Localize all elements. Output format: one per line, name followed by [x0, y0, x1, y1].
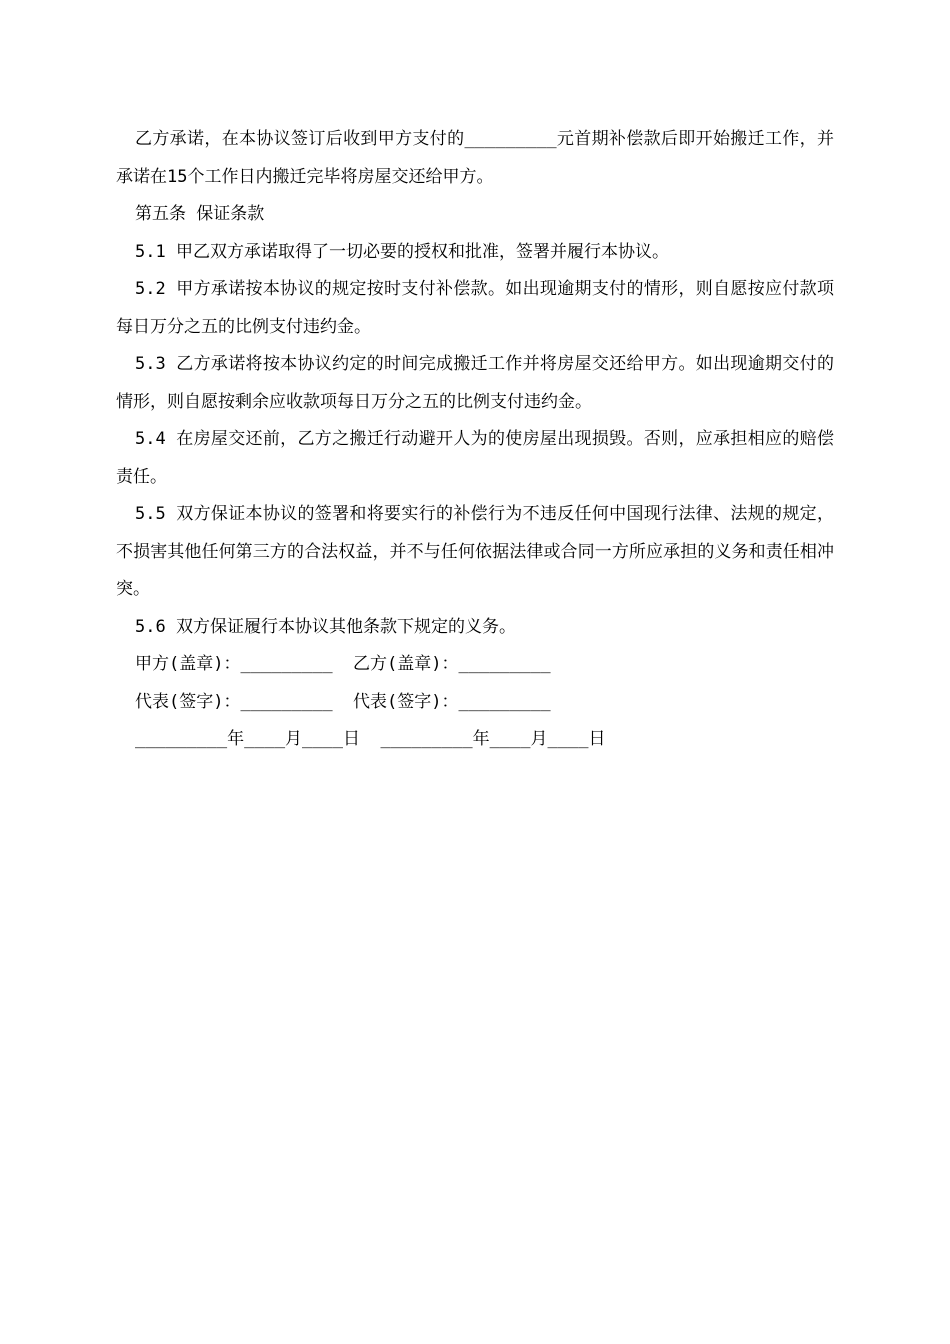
clause-5-2: 5.2 甲方承诺按本协议的规定按时支付补偿款。如出现逾期支付的情形，则自愿按应付款项每日万分之五的比例支付违约金。 — [116, 279, 834, 337]
document-body — [116, 121, 834, 759]
clause-5-3: 5.3 乙方承诺将按本协议约定的时间完成搬迁工作并将房屋交还给甲方。如出现逾期交付的情形，则自愿按剩余应收款项每日万分之五的比例支付违约金。 — [116, 354, 834, 412]
section-heading-article-5: 第五条 保证条款 — [135, 204, 265, 224]
signature-seal-line: 甲方(盖章)：_________ 乙方(盖章)：_________ — [135, 654, 551, 674]
signature-representative-line: 代表(签字)：_________ 代表(签字)：_________ — [135, 691, 551, 712]
paragraph-commitment: 乙方承诺，在本协议签订后收到甲方支付的_________元首期补偿款后即开始搬迁工作，并承诺在15个工作日内搬迁完毕将房屋交还给甲方。 — [116, 129, 834, 187]
clause-5-4: 5.4 在房屋交还前，乙方之搬迁行动避开人为的使房屋出现损毁。否则，应承担相应的赔偿责任。 — [116, 429, 834, 487]
signature-date-line: _________年____月____日 _________年____月____日 — [135, 729, 606, 749]
clause-5-1: 5.1 甲乙双方承诺取得了一切必要的授权和批准，签署并履行本协议。 — [135, 241, 669, 262]
clause-5-6: 5.6 双方保证履行本协议其他条款下规定的义务。 — [135, 616, 516, 637]
clause-5-5: 5.5 双方保证本协议的签署和将要实行的补偿行为不违反任何中国现行法律、法规的规定，不损害其他任何第三方的合法权益，并不与任何依据法律或合同一方所应承担的义务和责任相冲突。 — [116, 504, 834, 599]
